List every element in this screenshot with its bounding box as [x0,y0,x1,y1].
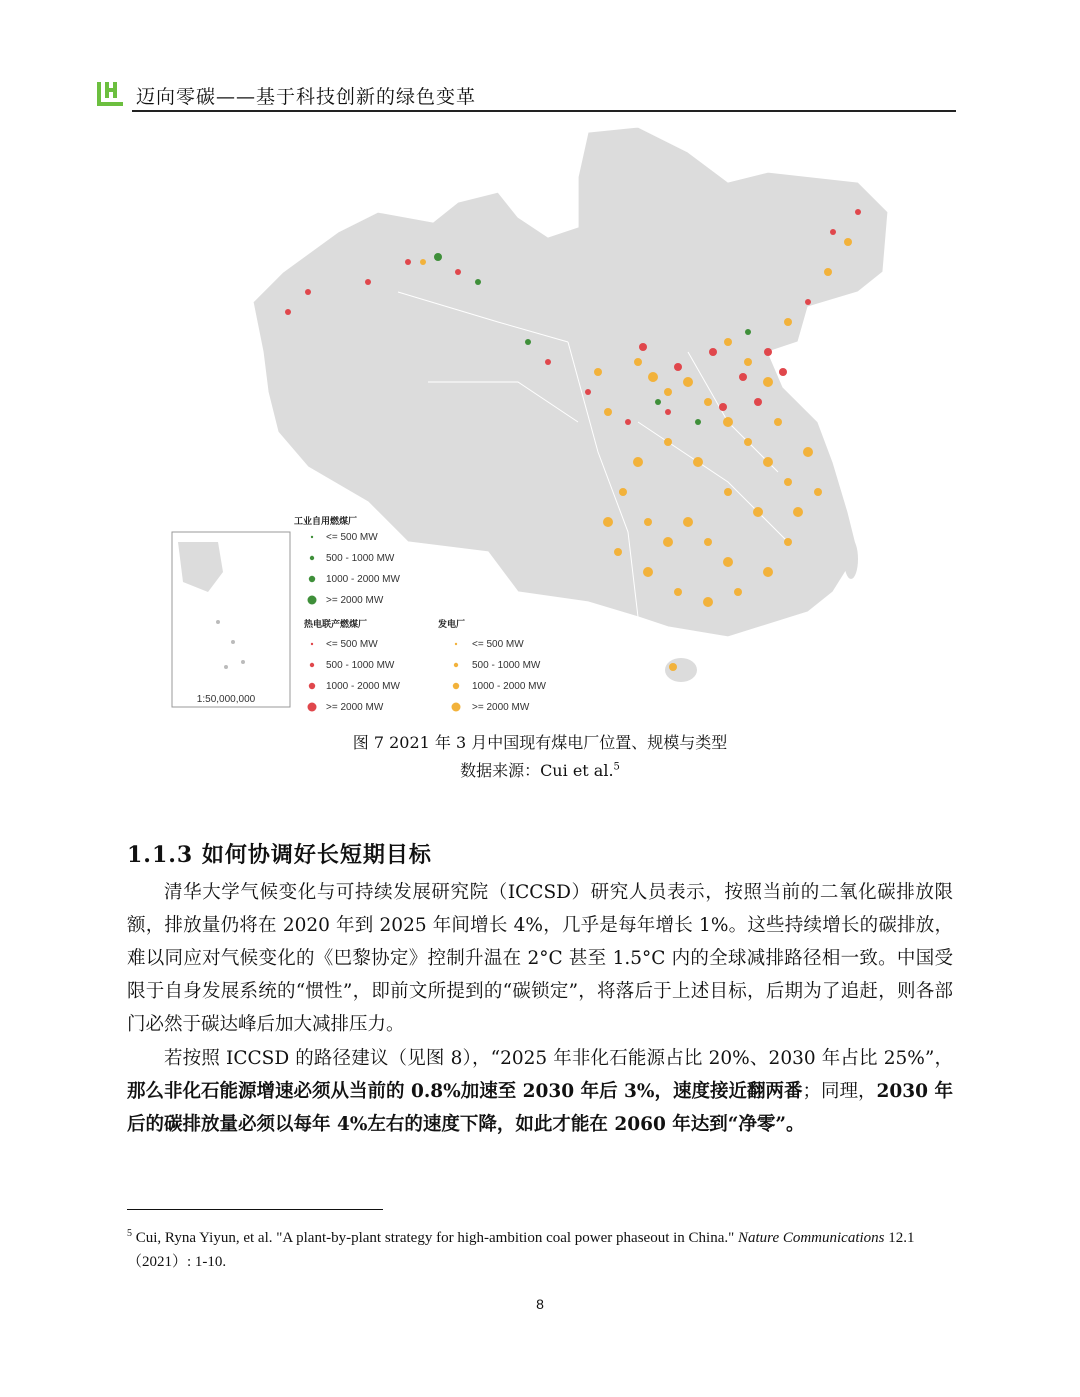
paragraph-1: 清华大学气候变化与可持续发展研究院（ICCSD）研究人员表示，按照当前的二氧化碳排放限额，排放量仍将在 2020 年到 2025 年间增长 4%，几乎是每年增长 1%。这些持续增长的碳排放，难以同应对气候变化的《巴黎协定》控制升温在 2°C 甚至 1.5°C 内的全球减排路径相一致。中国受限于自身发展系统的“惯性”，即前文所提到的“碳锁定”，将落后于上述目标，后期为了追赶，则各部门必然于碳达峰后加大减排压力。 [127,882,953,1035]
svg-text:>= 2000 MW: >= 2000 MW [326,702,384,713]
svg-text:1000 - 2000 MW: 1000 - 2000 MW [472,681,546,692]
china-coal-plant-map [168,122,908,722]
hainan-island [665,658,697,682]
header-rule [132,110,956,112]
coal-plant-map-figure [168,122,908,722]
svg-text:>= 2000 MW: >= 2000 MW [326,595,384,606]
svg-text:500 - 1000 MW: 500 - 1000 MW [326,553,395,564]
figure-source: 数据来源：Cui et al.$^5$ [460,761,620,780]
svg-text:1000 - 2000 MW: 1000 - 2000 MW [326,574,400,585]
page-number: 8 [536,1296,544,1312]
svg-text:500 - 1000 MW: 500 - 1000 MW [326,660,395,671]
section-title: 1.1.3 如何协调好长短期目标 [127,842,432,868]
footnote-rule [127,1209,383,1210]
svg-text:<= 500 MW: <= 500 MW [326,639,378,650]
footnote: $^5$ Cui, Ryna Yiyun, et al. "A plant-by-plant strategy for high-ambition coal power phaseout in China." Nature Communications 12.1 （2021）: 1-10. [127,1228,915,1270]
paragraph-2: 若按照 ICCSD 的路径建议（见图 8），“2025 年非化石能源占比 20%、2030 年占比 25%”，那么非化石能源增速必须从当前的 0.8%加速至 2030 年后 3%，速度接近翻两番；同理，2030 年后的碳排放量必须以每年 4%左右的速度下降，如此才能在 2060 年达到“净零”。 [127,1048,953,1135]
svg-text:>= 2000 MW: >= 2000 MW [472,702,530,713]
svg-text:500 - 1000 MW: 500 - 1000 MW [472,660,541,671]
figure-caption: 图 7 2021 年 3 月中国现有煤电厂位置、规模与类型 [352,733,728,752]
publisher-logo-icon [96,80,124,108]
page-header [96,76,956,110]
footnote-ref[interactable]: 5 [613,761,620,773]
svg-text:<= 500 MW: <= 500 MW [472,639,524,650]
taiwan-island [844,539,858,579]
legend-industrial-title: 工业自用燃煤厂 [294,517,358,527]
south-china-sea-inset [172,532,290,707]
header-title: 迈向零碳——基于科技创新的绿色变革 [136,86,477,108]
legend-power-title: 发电厂 [438,620,466,630]
legend-chp-title: 热电联产燃煤厂 [304,620,368,630]
inset-scale-label: 1:50,000,000 [196,694,256,705]
svg-text:<= 500 MW: <= 500 MW [326,532,378,543]
svg-text:1000 - 2000 MW: 1000 - 2000 MW [326,681,400,692]
